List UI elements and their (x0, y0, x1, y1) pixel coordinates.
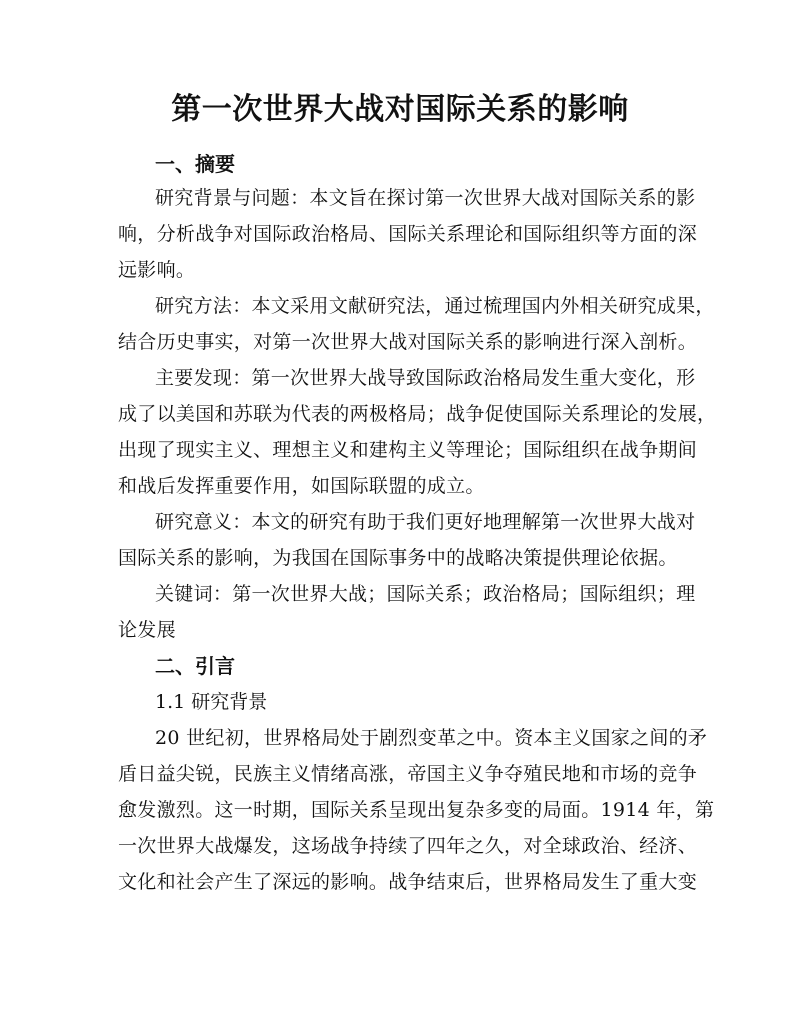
paragraph-line: 愈发激烈。这一时期，国际关系呈现出复杂多变的局面。1914 年，第 (118, 799, 715, 821)
paragraph-line: 研究意义：本文的研究有助于我们更好地理解第一次世界大战对 (155, 511, 696, 533)
document-title: 第一次世界大战对国际关系的影响 (171, 92, 629, 127)
paragraph-line: 盾日益尖锐，民族主义情绪高涨，帝国主义争夺殖民地和市场的竞争 (118, 763, 698, 785)
paragraph-line: 远影响。 (118, 259, 196, 281)
paragraph-line: 主要发现：第一次世界大战导致国际政治格局发生重大变化，形 (155, 367, 696, 389)
paragraph-line: 结合历史事实，对第一次世界大战对国际关系的影响进行深入剖析。 (118, 331, 698, 353)
section-heading-introduction: 二、引言 (155, 654, 235, 678)
subsection-heading: 1.1 研究背景 (155, 691, 268, 713)
keywords-line: 论发展 (118, 619, 176, 641)
paragraph-line: 文化和社会产生了深远的影响。战争结束后，世界格局发生了重大变 (118, 871, 698, 893)
paragraph-line: 研究方法：本文采用文献研究法，通过梳理国内外相关研究成果， (155, 295, 715, 317)
keywords-line: 关键词：第一次世界大战；国际关系；政治格局；国际组织；理 (155, 583, 696, 605)
section-heading-abstract: 一、摘要 (155, 152, 235, 176)
paragraph-line: 一次世界大战爆发，这场战争持续了四年之久，对全球政治、经济、 (118, 835, 698, 857)
paragraph-line: 研究背景与问题：本文旨在探讨第一次世界大战对国际关系的影 (155, 187, 696, 209)
paragraph-line: 成了以美国和苏联为代表的两极格局；战争促使国际关系理论的发展， (118, 403, 717, 425)
paragraph-line: 和战后发挥重要作用，如国际联盟的成立。 (118, 475, 485, 497)
paragraph-line: 20 世纪初，世界格局处于剧烈变革之中。资本主义国家之间的矛 (155, 727, 708, 749)
paragraph-line: 出现了现实主义、理想主义和建构主义等理论；国际组织在战争期间 (118, 439, 698, 461)
paragraph-line: 响，分析战争对国际政治格局、国际关系理论和国际组织等方面的深 (118, 223, 698, 245)
paragraph-line: 国际关系的影响，为我国在国际事务中的战略决策提供理论依据。 (118, 547, 678, 569)
